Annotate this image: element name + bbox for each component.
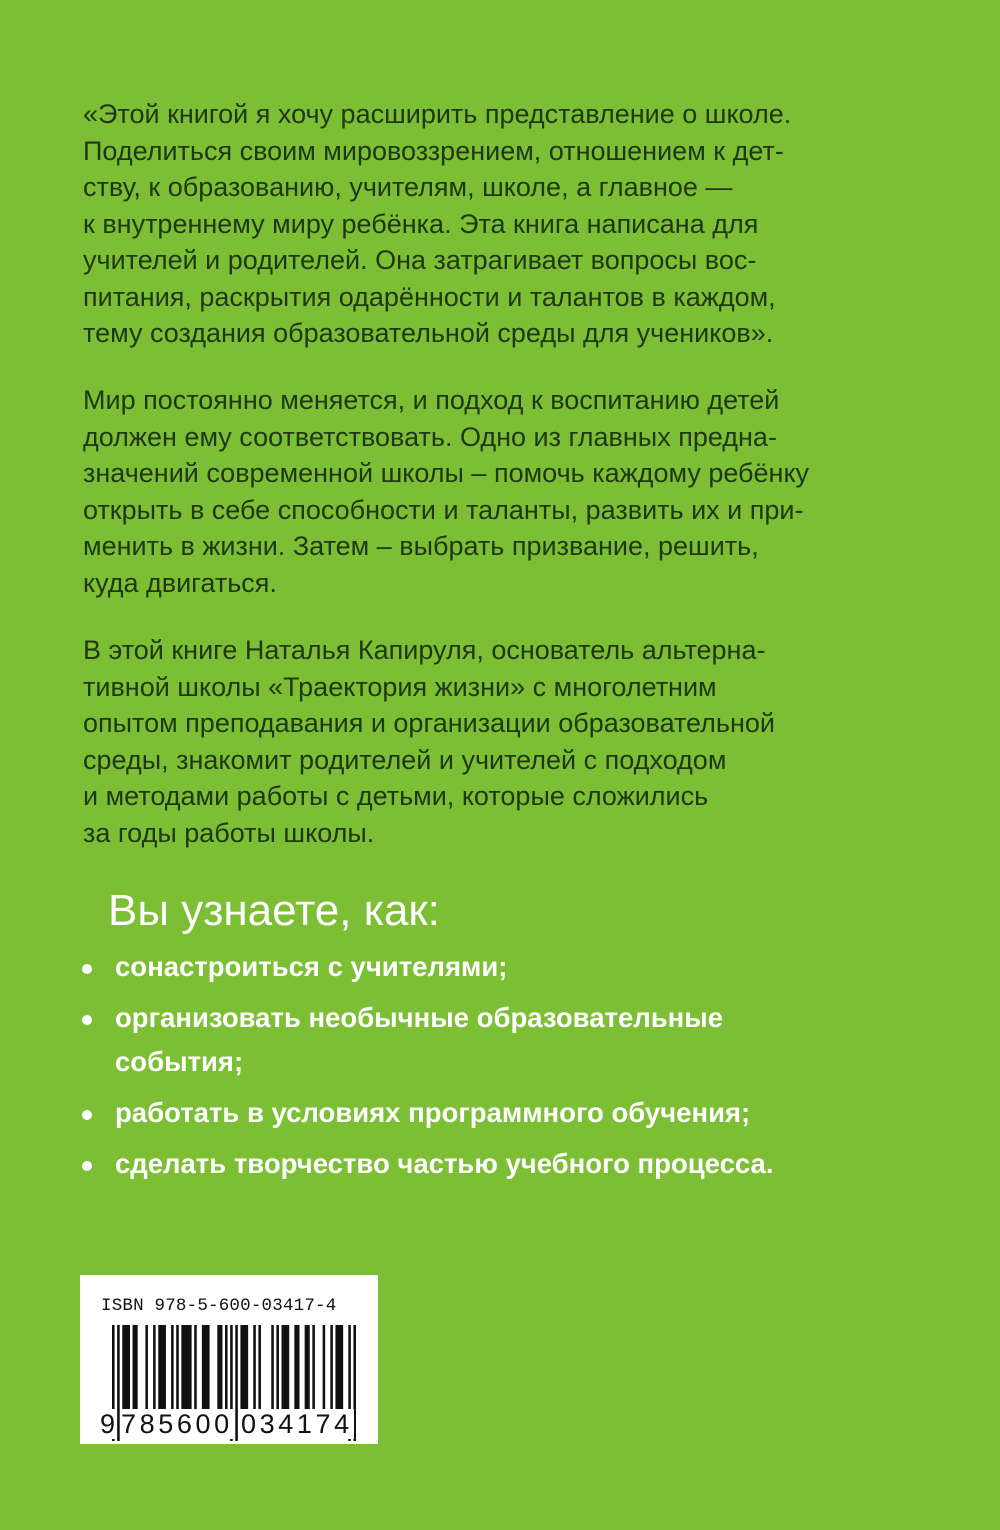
- bullet-icon: [82, 1161, 92, 1171]
- isbn-barcode: [80, 1275, 378, 1444]
- learn-list: [80, 945, 960, 1193]
- barcode-bar: [133, 1325, 138, 1409]
- barcode-bar: [181, 1325, 191, 1409]
- list-item: [80, 1091, 960, 1135]
- text-line: куда двигаться.: [83, 567, 277, 598]
- intro-paragraph-author: [83, 632, 913, 851]
- barcode-bar: [312, 1325, 315, 1409]
- list-item-text: сделать творчество частью учебного процесса.: [115, 1148, 774, 1179]
- bullet-icon: [82, 964, 92, 974]
- barcode-guard-bar: [235, 1325, 238, 1441]
- barcode-bar: [176, 1325, 179, 1409]
- barcode-bar: [335, 1325, 343, 1409]
- list-item-text: сонастроиться с учителями;: [115, 951, 508, 982]
- barcode-bar: [225, 1325, 228, 1409]
- text-line: В этой книге Наталья Капируля, основатель альтерна-: [83, 635, 766, 665]
- isbn-label: ISBN 978-5-600-03417-4: [101, 1296, 337, 1316]
- barcode-bar: [240, 1325, 248, 1409]
- text-line: значений современной школы – помочь каждому ребёнку: [83, 458, 810, 488]
- list-item-text: работать в условиях программного обучения;: [115, 1097, 751, 1128]
- list-item-text: события;: [115, 1046, 244, 1077]
- text-line: питания, раскрытия одарённости и талантов в каждом,: [83, 281, 776, 312]
- text-line: и методами работы с детьми, которые сложились: [83, 781, 709, 811]
- list-item-text: организовать необычные образовательные: [115, 1002, 724, 1033]
- list-item: [80, 1142, 960, 1186]
- intro-paragraph-world: [83, 382, 913, 601]
- barcode-bar: [145, 1325, 148, 1409]
- barcode-bar: [171, 1325, 174, 1409]
- text-line: открыть в себе способности и таланты, развить их и при-: [83, 494, 804, 525]
- text-line: менить в жизни. Затем – выбрать призвание, решить,: [83, 531, 759, 561]
- text-line: среды, знакомит родителей и учителей с подходом: [83, 744, 727, 775]
- text-line: тивной школы «Траектория жизни» с многолетним: [83, 671, 717, 702]
- text-line: Поделиться своим мировоззрением, отношением к дет-: [83, 135, 784, 166]
- text-line: должен ему соответствовать. Одно из главных предна-: [83, 421, 777, 452]
- barcode-bar: [194, 1325, 197, 1409]
- barcode-bar: [323, 1325, 326, 1409]
- list-item: [80, 945, 960, 989]
- barcode-bar: [122, 1325, 130, 1409]
- bullet-icon: [82, 1110, 92, 1120]
- barcode-guard-bar: [353, 1325, 356, 1441]
- text-line: Мир постоянно меняется, и подход к воспитанию детей: [83, 385, 780, 415]
- barcode-bar: [276, 1325, 279, 1409]
- bullet-icon: [82, 1015, 92, 1025]
- barcode-bar: [158, 1325, 166, 1409]
- ean-first-digit: 9: [100, 1409, 116, 1439]
- text-line: за годы работы школы.: [83, 817, 375, 848]
- text-line: тему создания образовательной среды для учеников».: [83, 318, 774, 348]
- list-item: [80, 996, 960, 1084]
- text-line: опытом преподавания и организации образовательной: [83, 708, 776, 738]
- text-line: «Этой книгой я хочу расширить представление о школе.: [83, 99, 792, 129]
- barcode-bar: [282, 1325, 290, 1409]
- barcode-bar: [253, 1325, 256, 1409]
- intro-paragraph-quote: [83, 96, 913, 352]
- barcode-bar: [258, 1325, 261, 1409]
- barcode-bar: [330, 1325, 333, 1409]
- barcode-bar: [305, 1325, 310, 1409]
- ean-right-digits: 034174: [241, 1409, 353, 1439]
- text-line: ству, к образованию, учителям, школе, а главное —: [83, 172, 733, 202]
- barcode-bar: [217, 1325, 222, 1409]
- learn-heading: Вы узнаете, как:: [108, 886, 440, 935]
- barcode-bar: [294, 1325, 299, 1409]
- barcode-bar: [271, 1325, 274, 1409]
- ean-left-digits: 785600: [121, 1409, 233, 1439]
- text-line: к внутреннему миру ребёнка. Эта книга написана для: [83, 208, 759, 239]
- barcode-bar: [202, 1325, 210, 1409]
- barcode-bar: [153, 1325, 156, 1409]
- text-line: учителей и родителей. Она затрагивает вопросы вос-: [83, 245, 757, 275]
